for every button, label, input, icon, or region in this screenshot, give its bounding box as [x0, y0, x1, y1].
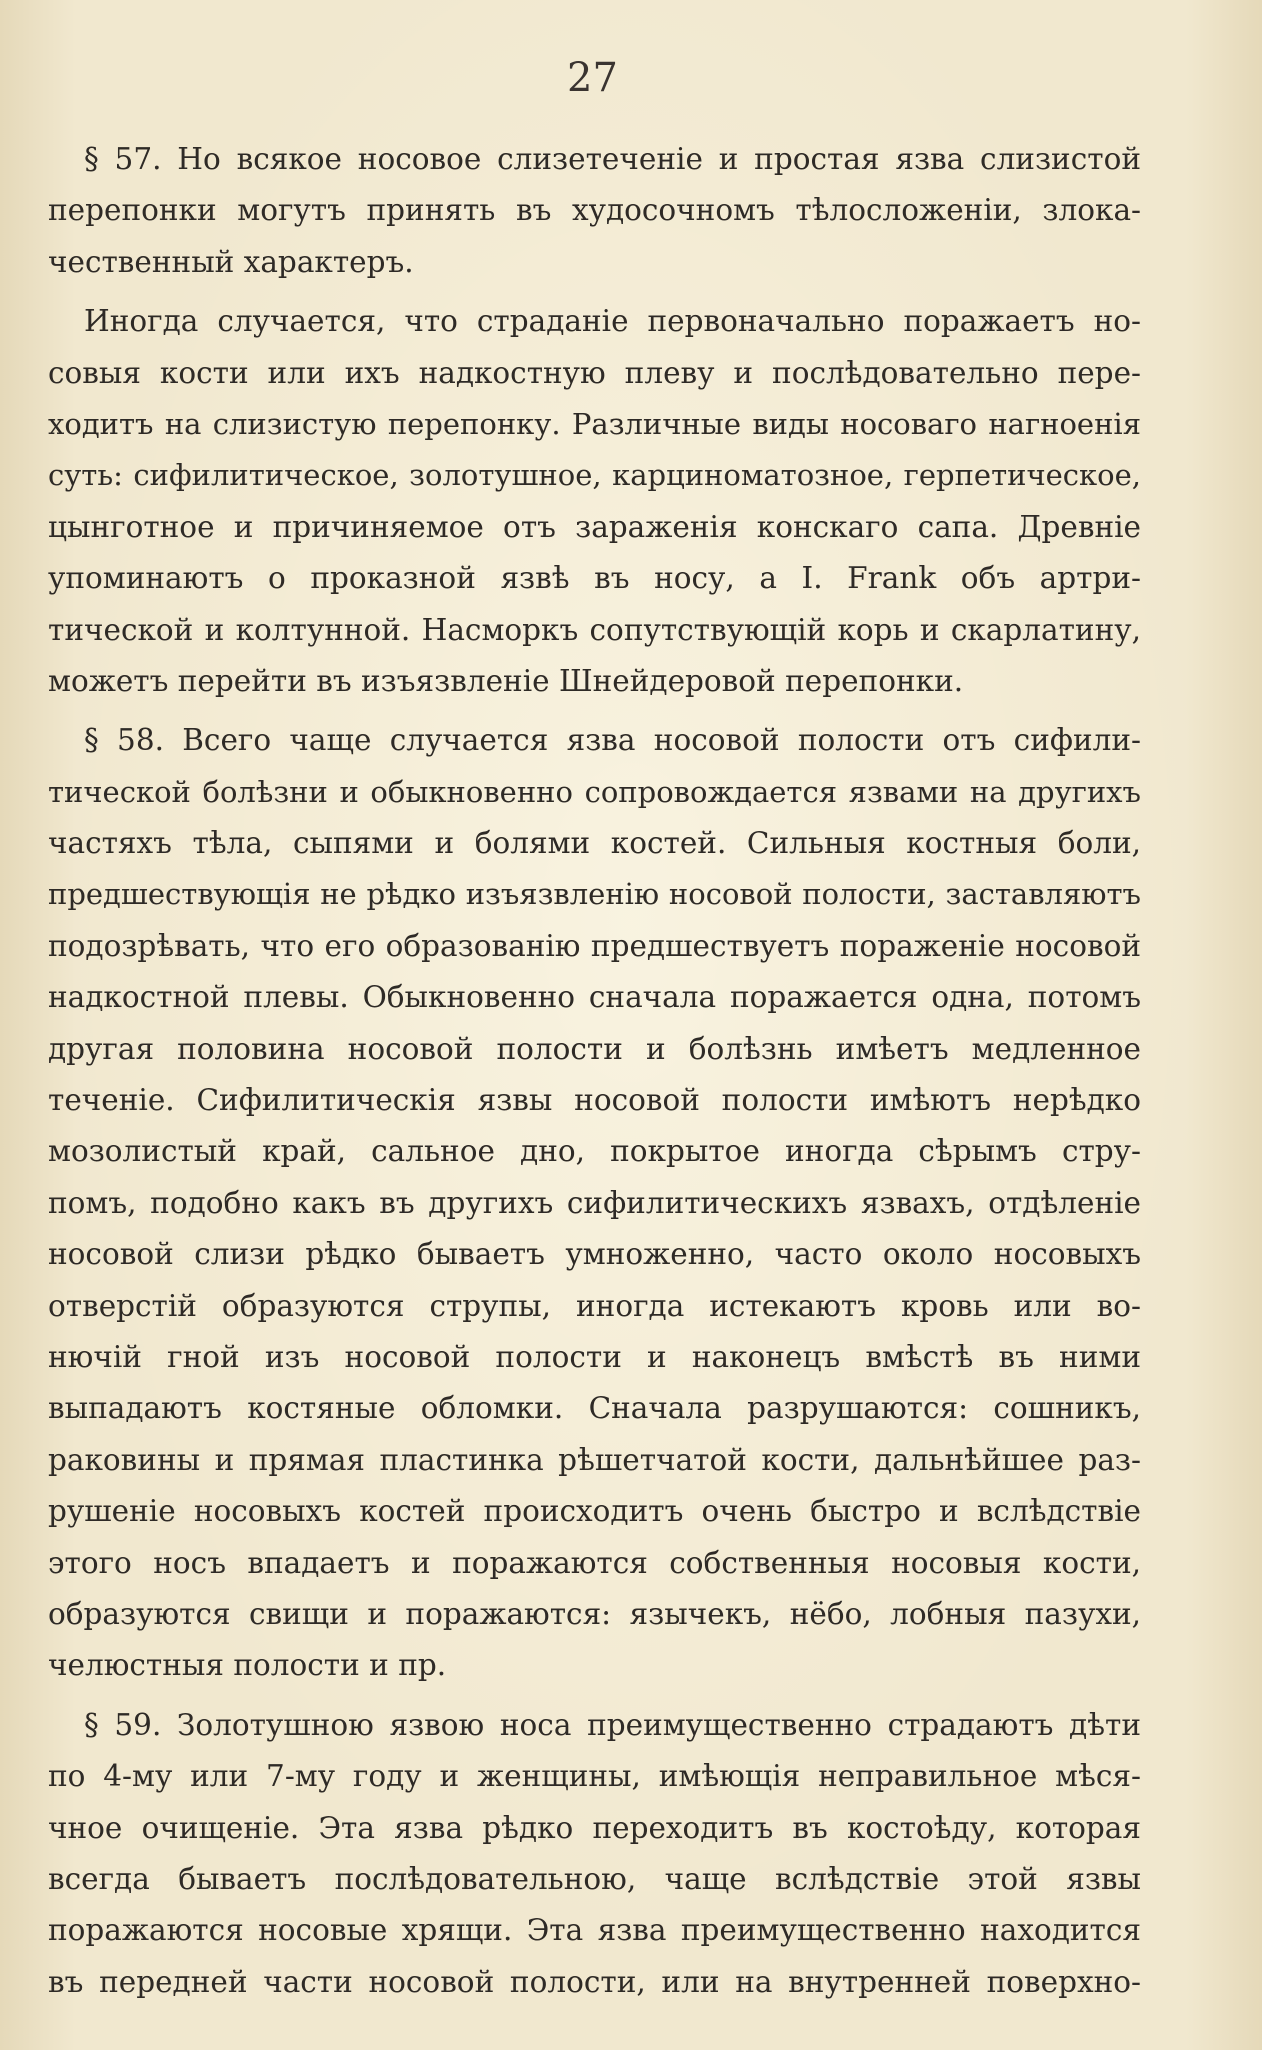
text-line: въ передней части носовой полости, или на внутренней поверхно-	[48, 1964, 1141, 1999]
text-line: § 58. Всего чаще случается язва носовой полости отъ сифили-	[84, 723, 1141, 758]
text-line: суть: сифилитическое, золотушное, карциноматозное, герпетическое,	[48, 458, 1141, 493]
paragraph-p59	[48, 1700, 1141, 2008]
text-line: по 4-му или 7-му году и женщины, имѣющія неправильное мѣся-	[48, 1759, 1141, 1794]
text-line: отверстій образуются струпы, иногда истекаютъ кровь или во-	[48, 1288, 1141, 1323]
text-line: чественный характеръ.	[48, 244, 414, 279]
text-line: ходитъ на слизистую перепонку. Различные виды носоваго нагноенія	[48, 406, 1141, 441]
paragraph-gap	[48, 1692, 1141, 1700]
page-body	[48, 134, 1141, 2008]
paragraph-p58	[48, 715, 1141, 1691]
text-line: рушеніе носовыхъ костей происходитъ очень быстро и вслѣдствіе	[48, 1494, 1141, 1529]
page-number: 27	[567, 55, 618, 101]
text-line: § 59. Золотушною язвою носа преимущественно страдаютъ дѣти	[84, 1707, 1141, 1742]
paragraph-gap	[48, 707, 1141, 715]
text-line: этого носъ впадаетъ и поражаются собственныя носовыя кости,	[48, 1545, 1141, 1580]
text-line: перепонки могутъ принять въ худосочномъ тѣлосложеніи, злока-	[48, 193, 1141, 228]
text-line: Иногда случается, что страданіе первоначально поражаетъ но-	[84, 304, 1141, 339]
paragraph-gap	[48, 288, 1141, 296]
text-line: упоминаютъ о проказной язвѣ въ носу, а I. Frank объ артри-	[48, 561, 1141, 596]
text-line: всегда бываетъ послѣдовательною, чаще вслѣдствіе этой язвы	[48, 1861, 1141, 1896]
text-line: мозолистый край, сальное дно, покрытое иногда сѣрымъ стру-	[48, 1134, 1141, 1169]
text-line: § 57. Но всякое носовое слизетеченіе и простая язва слизистой	[84, 142, 1141, 176]
text-line: другая половина носовой полости и болѣзнь имѣетъ медленное	[48, 1031, 1141, 1066]
text-line: можетъ перейти въ изъязвленіе Шнейдеровой перепонки.	[48, 663, 964, 698]
text-line: цынготное и причиняемое отъ зараженія конскаго сапа. Древніе	[48, 509, 1141, 544]
text-line: раковины и прямая пластинка рѣшетчатой кости, дальнѣйшее раз-	[48, 1442, 1141, 1477]
text-line: нючій гной изъ носовой полости и наконецъ вмѣстѣ въ ними	[48, 1339, 1141, 1374]
text-line: частяхъ тѣла, сыпями и болями костей. Сильныя костныя боли,	[48, 826, 1141, 861]
text-line: образуются свищи и поражаются: язычекъ, нёбо, лобныя пазухи,	[48, 1596, 1141, 1631]
text-line: совыя кости или ихъ надкостную плеву и послѣдовательно пере-	[48, 355, 1141, 390]
text-line: чное очищеніе. Эта язва рѣдко переходитъ въ костоѣду, которая	[48, 1810, 1141, 1845]
paragraph-p57b	[48, 296, 1141, 707]
text-line: предшествующія не рѣдко изъязвленію носовой полости, заставляютъ	[48, 877, 1141, 912]
text-line: челюстныя полости и пр.	[48, 1648, 447, 1683]
text-line: тической болѣзни и обыкновенно сопровождается язвами на другихъ	[48, 774, 1141, 809]
text-line: носовой слизи рѣдко бываетъ умноженно, часто около носовыхъ	[48, 1237, 1141, 1272]
text-line: подозрѣвать, что его образованію предшествуетъ пораженіе носовой	[48, 928, 1141, 963]
text-line: теченіе. Сифилитическія язвы носовой полости имѣютъ нерѣдко	[48, 1083, 1141, 1118]
text-line: надкостной плевы. Обыкновенно сначала поражается одна, потомъ	[48, 980, 1141, 1015]
text-line: выпадаютъ костяные обломки. Сначала разрушаются: сошникъ,	[48, 1391, 1141, 1426]
text-line: помъ, подобно какъ въ другихъ сифилитическихъ язвахъ, отдѣленіе	[48, 1185, 1141, 1220]
text-line: тической и колтунной. Насморкъ сопутствующій корь и скарлатину,	[48, 612, 1141, 647]
text-line: поражаются носовые хрящи. Эта язва преимущественно находится	[48, 1913, 1141, 1948]
paragraph-p57	[48, 134, 1141, 288]
